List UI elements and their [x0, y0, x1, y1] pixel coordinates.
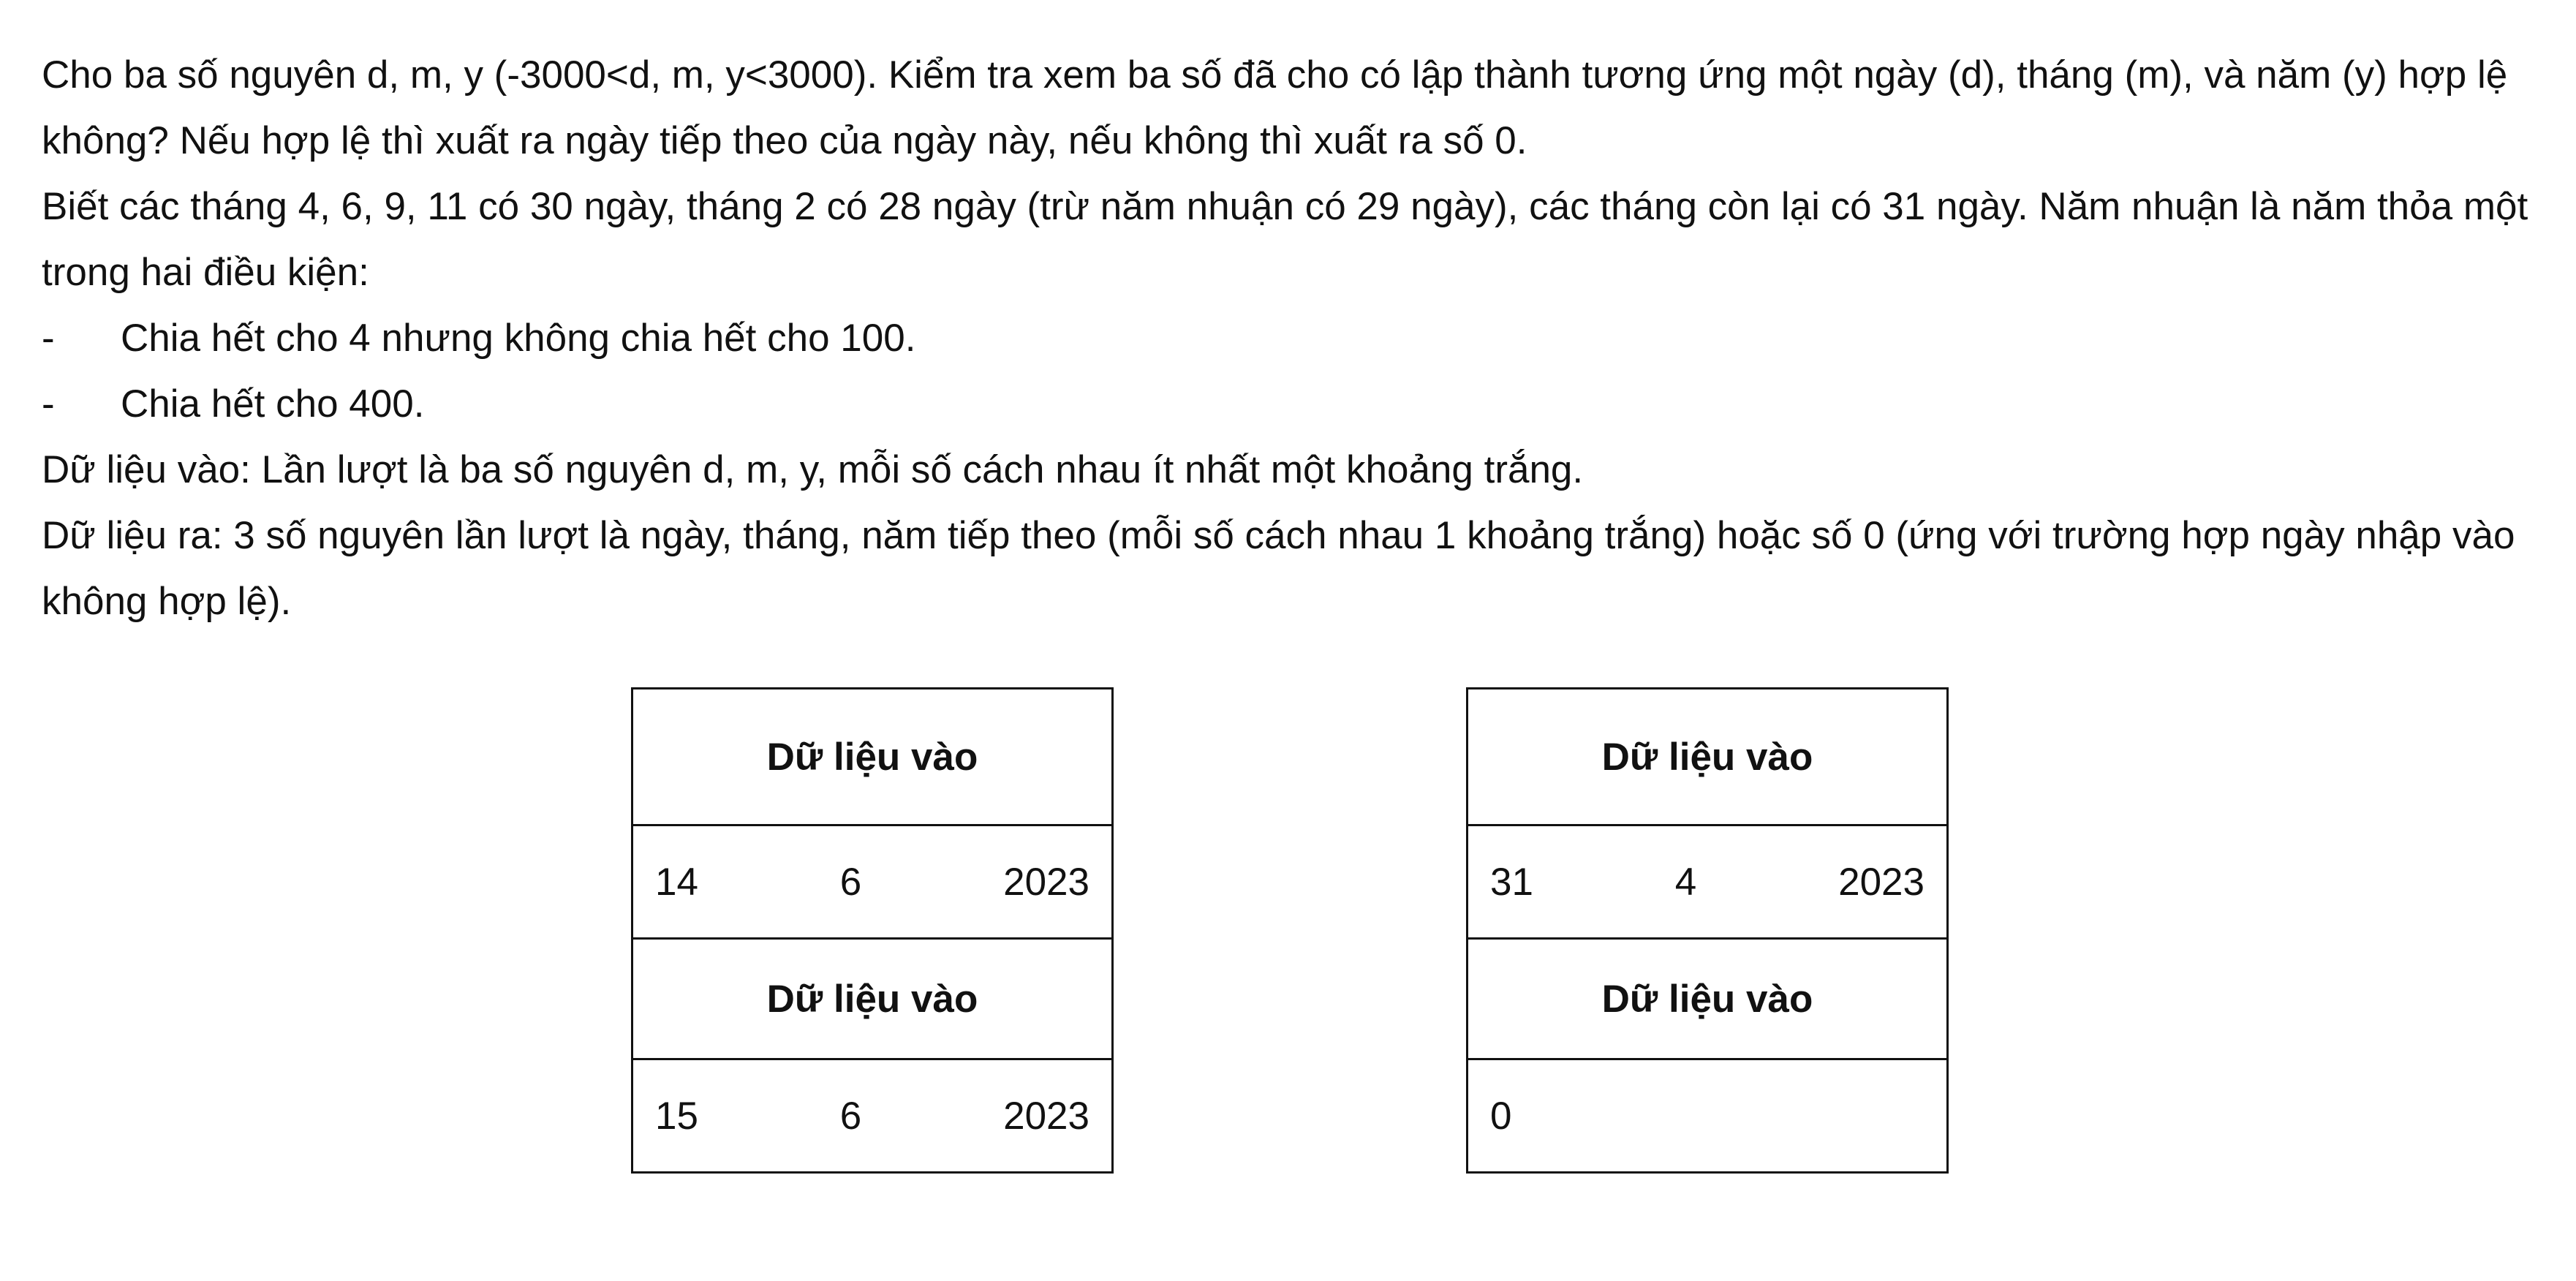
leap-rule-1-text: Chia hết cho 4 nhưng không chia hết cho 100. [121, 317, 916, 360]
output-month: 6 [839, 1094, 862, 1138]
leap-rule-2 [42, 371, 2542, 437]
leap-rule-1 [42, 306, 2542, 371]
example-table-1 [631, 687, 1114, 1174]
output-description: Dữ liệu ra: 3 số nguyên lần lượt là ngày, tháng, năm tiếp theo (mỗi số cách nhau 1 khoảng trắng) hoặc số 0 (ứng với trường hợp ngày nhập vào không hợp lệ). [42, 514, 2515, 623]
example-table-2 [1466, 687, 1949, 1174]
problem-intro: Cho ba số nguyên d, m, y (-3000<d, m, y<3000). Kiểm tra xem ba số đã cho có lập thành tương ứng một ngày (d), tháng (m), và năm (y) hợp lệ không? Nếu hợp lệ thì xuất ra ngày tiếp theo của ngày này, nếu không thì xuất ra số 0. [42, 53, 2508, 162]
input-month: 4 [1674, 860, 1697, 904]
input-header: Dữ liệu vào [1468, 689, 1948, 825]
input-values-cell [632, 825, 1113, 939]
input-description: Dữ liệu vào: Lần lượt là ba số nguyên d, m, y, mỗi số cách nhau ít nhất một khoảng trắng. [42, 448, 1584, 491]
input-day: 31 [1490, 860, 1533, 904]
month-rules: Biết các tháng 4, 6, 9, 11 có 30 ngày, tháng 2 có 28 ngày (trừ năm nhuận có 29 ngày), các tháng còn lại có 31 ngày. Năm nhuận là năm thỏa một trong hai điều kiện: [42, 185, 2528, 294]
input-month: 6 [839, 860, 862, 904]
problem-statement [42, 42, 2542, 635]
input-day: 14 [655, 860, 698, 904]
input-header: Dữ liệu vào [632, 689, 1113, 825]
input-values-cell [1468, 825, 1948, 939]
bullet-dash: - [42, 317, 55, 360]
output-day: 15 [655, 1094, 698, 1138]
output-header: Dữ liệu vào [632, 939, 1113, 1059]
leap-rule-2-text: Chia hết cho 400. [121, 382, 425, 426]
output-header: Dữ liệu vào [1468, 939, 1948, 1059]
output-year: 2023 [1003, 1094, 1089, 1138]
output-values-cell [632, 1059, 1113, 1173]
output-zero: 0 [1490, 1094, 1512, 1138]
input-year: 2023 [1003, 860, 1089, 904]
input-year: 2023 [1838, 860, 1925, 904]
bullet-dash: - [42, 382, 55, 426]
output-values-cell [1468, 1059, 1948, 1173]
